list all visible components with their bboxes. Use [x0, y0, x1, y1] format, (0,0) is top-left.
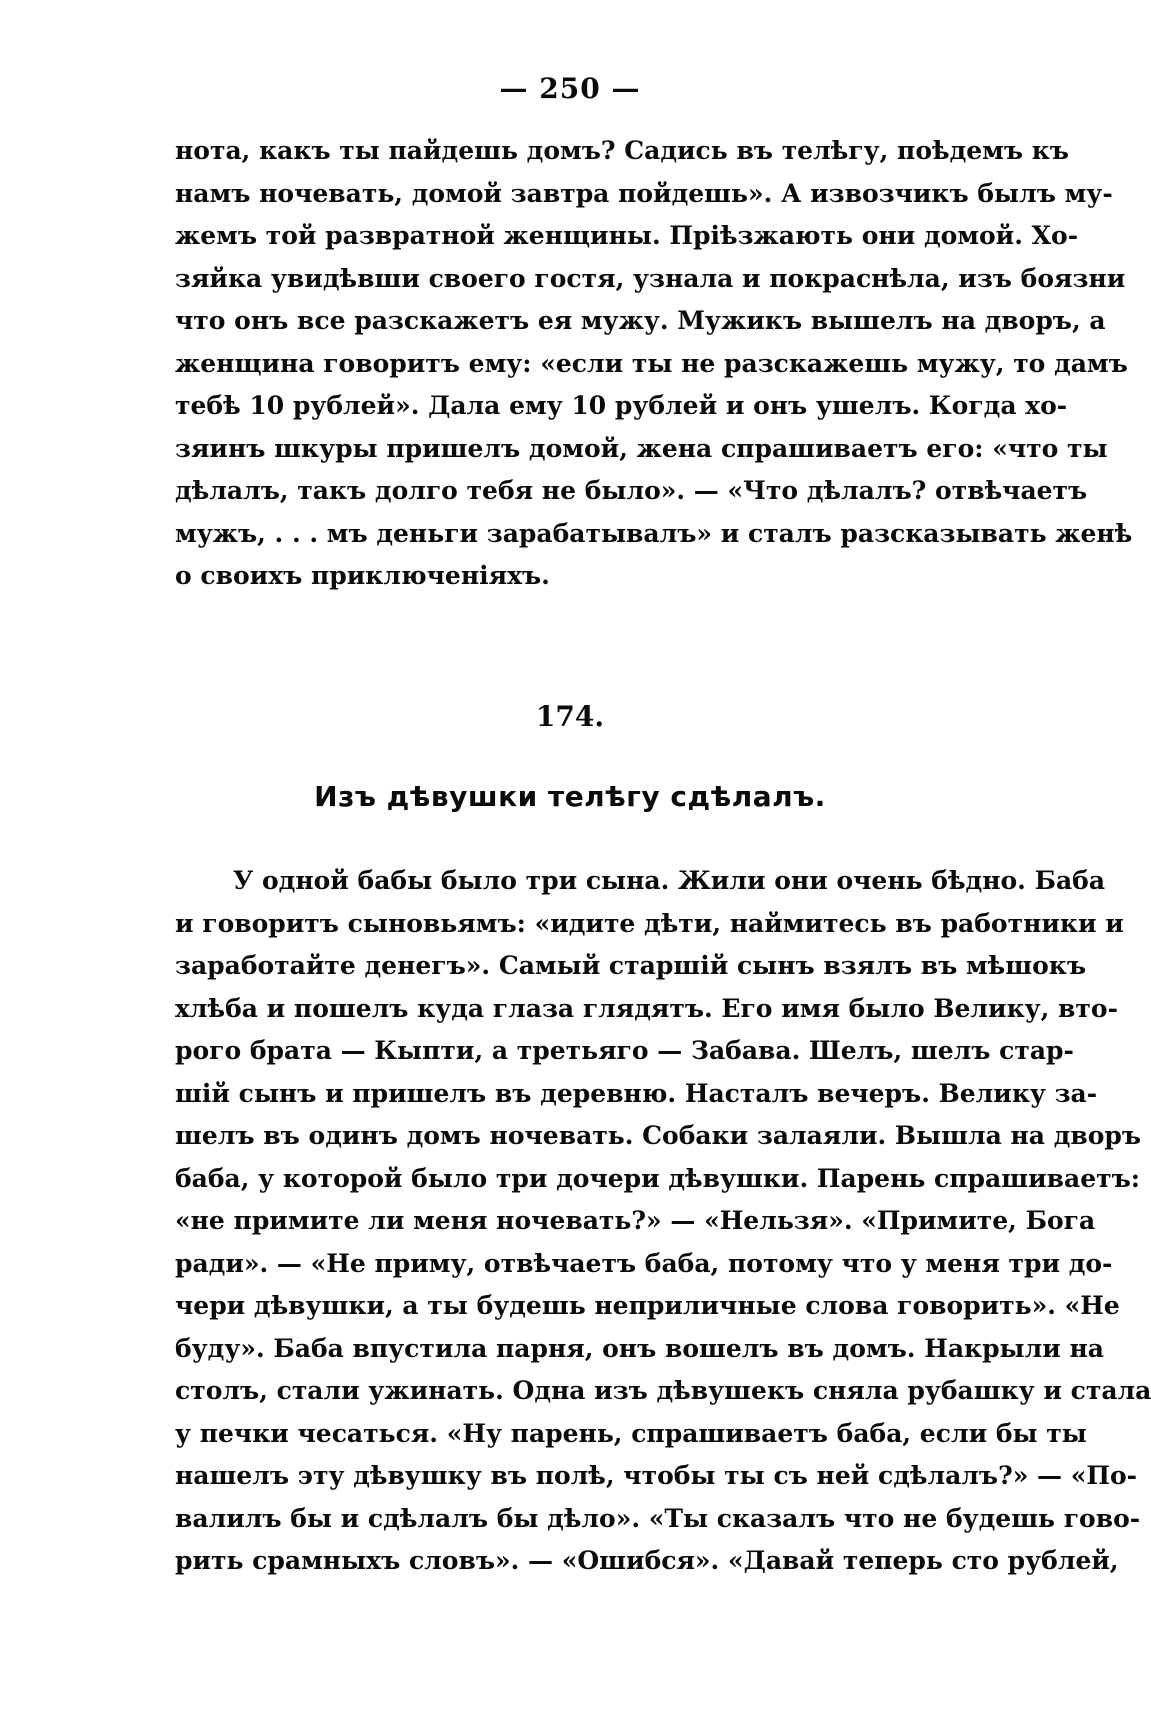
text-line: зяйка увидѣвши своего гостя, узнала и покраснѣла, изъ боязни [175, 263, 1126, 293]
text-line: баба, у которой было три дочери дѣвушки. Парень спрашиваетъ: [175, 1163, 1141, 1193]
story-title: Изъ дѣвушки телѣгу сдѣлалъ. [314, 780, 826, 813]
text-line: и говоритъ сыновьямъ: «идите дѣти, наймитесь въ работники и [175, 908, 1124, 938]
text-line: хлѣба и пошелъ куда глаза глядятъ. Его имя было Велику, вто- [175, 993, 1118, 1023]
text-line: ради». — «Не приму, отвѣчаетъ баба, потому что у меня три до- [175, 1248, 1113, 1278]
text-line: женщина говоритъ ему: «если ты не разскажешь мужу, то дамъ [175, 348, 1128, 378]
text-line: столъ, стали ужинать. Одна изъ дѣвушекъ сняла рубашку и стала [175, 1376, 1151, 1405]
text-line: буду». Баба впустила парня, онъ вошелъ въ домъ. Накрыли на [175, 1333, 1104, 1363]
story-text [175, 860, 1151, 1583]
text-line: нота, какъ ты пайдешь домъ? Садись въ телѣгу, поѣдемъ къ [175, 136, 1069, 165]
text-line: зяинъ шкуры пришелъ домой, жена спрашиваетъ его: «что ты [175, 433, 1108, 463]
text-line: заработайте денегъ». Самый старшій сынъ взялъ въ мѣшокъ [175, 951, 1087, 980]
page-number: — 250 — [499, 72, 641, 105]
continuation-text [175, 130, 1133, 598]
text-line: нашелъ эту дѣвушку въ полѣ, чтобы ты съ ней сдѣлалъ?» — «По- [175, 1461, 1138, 1490]
text-line: рого брата — Кыпти, а третьяго — Забава. Шелъ, шелъ стар- [175, 1036, 1074, 1065]
text-line: мужъ, . . . мъ деньги зарабатывалъ» и сталъ разсказывать женѣ [175, 518, 1133, 548]
text-line: У одной бабы было три сына. Жили они очень бѣдно. Баба [233, 866, 1106, 895]
text-line: о своихъ приключеніяхъ. [175, 561, 550, 590]
text-line: валилъ бы и сдѣлалъ бы дѣло». «Ты сказалъ что не будешь гово- [175, 1503, 1141, 1533]
text-line: у печки чесаться. «Ну парень, спрашиваетъ баба, если бы ты [175, 1418, 1087, 1448]
text-line: шелъ въ одинъ домъ ночевать. Собаки залаяли. Вышла на дворъ [175, 1121, 1142, 1150]
text-line: дѣлалъ, такъ долго тебя не было». — «Что дѣлалъ? отвѣчаетъ [175, 476, 1088, 505]
text-line: жемъ той развратной женщины. Пріѣзжають они домой. Хо- [175, 221, 1079, 250]
text-line: рить срамныхъ словъ». — «Ошибся». «Давай теперь сто рублей, [175, 1546, 1119, 1575]
text-line: тебѣ 10 рублей». Дала ему 10 рублей и онъ ушелъ. Когда хо- [175, 391, 1068, 420]
text-line: чери дѣвушки, а ты будешь неприличные слова говорить». «Не [175, 1291, 1120, 1320]
story-number: 174. [535, 700, 605, 733]
text-line: намъ ночевать, домой завтра пойдешь». А извозчикъ былъ му- [175, 178, 1113, 208]
text-line: шій сынъ и пришелъ въ деревню. Насталъ вечеръ. Велику за- [175, 1078, 1098, 1108]
text-line: «не примите ли меня ночевать?» — «Нельзя». «Примите, Бога [175, 1206, 1096, 1235]
text-line: что онъ все разскажетъ ея мужу. Мужикъ вышелъ на дворъ, а [175, 306, 1106, 335]
